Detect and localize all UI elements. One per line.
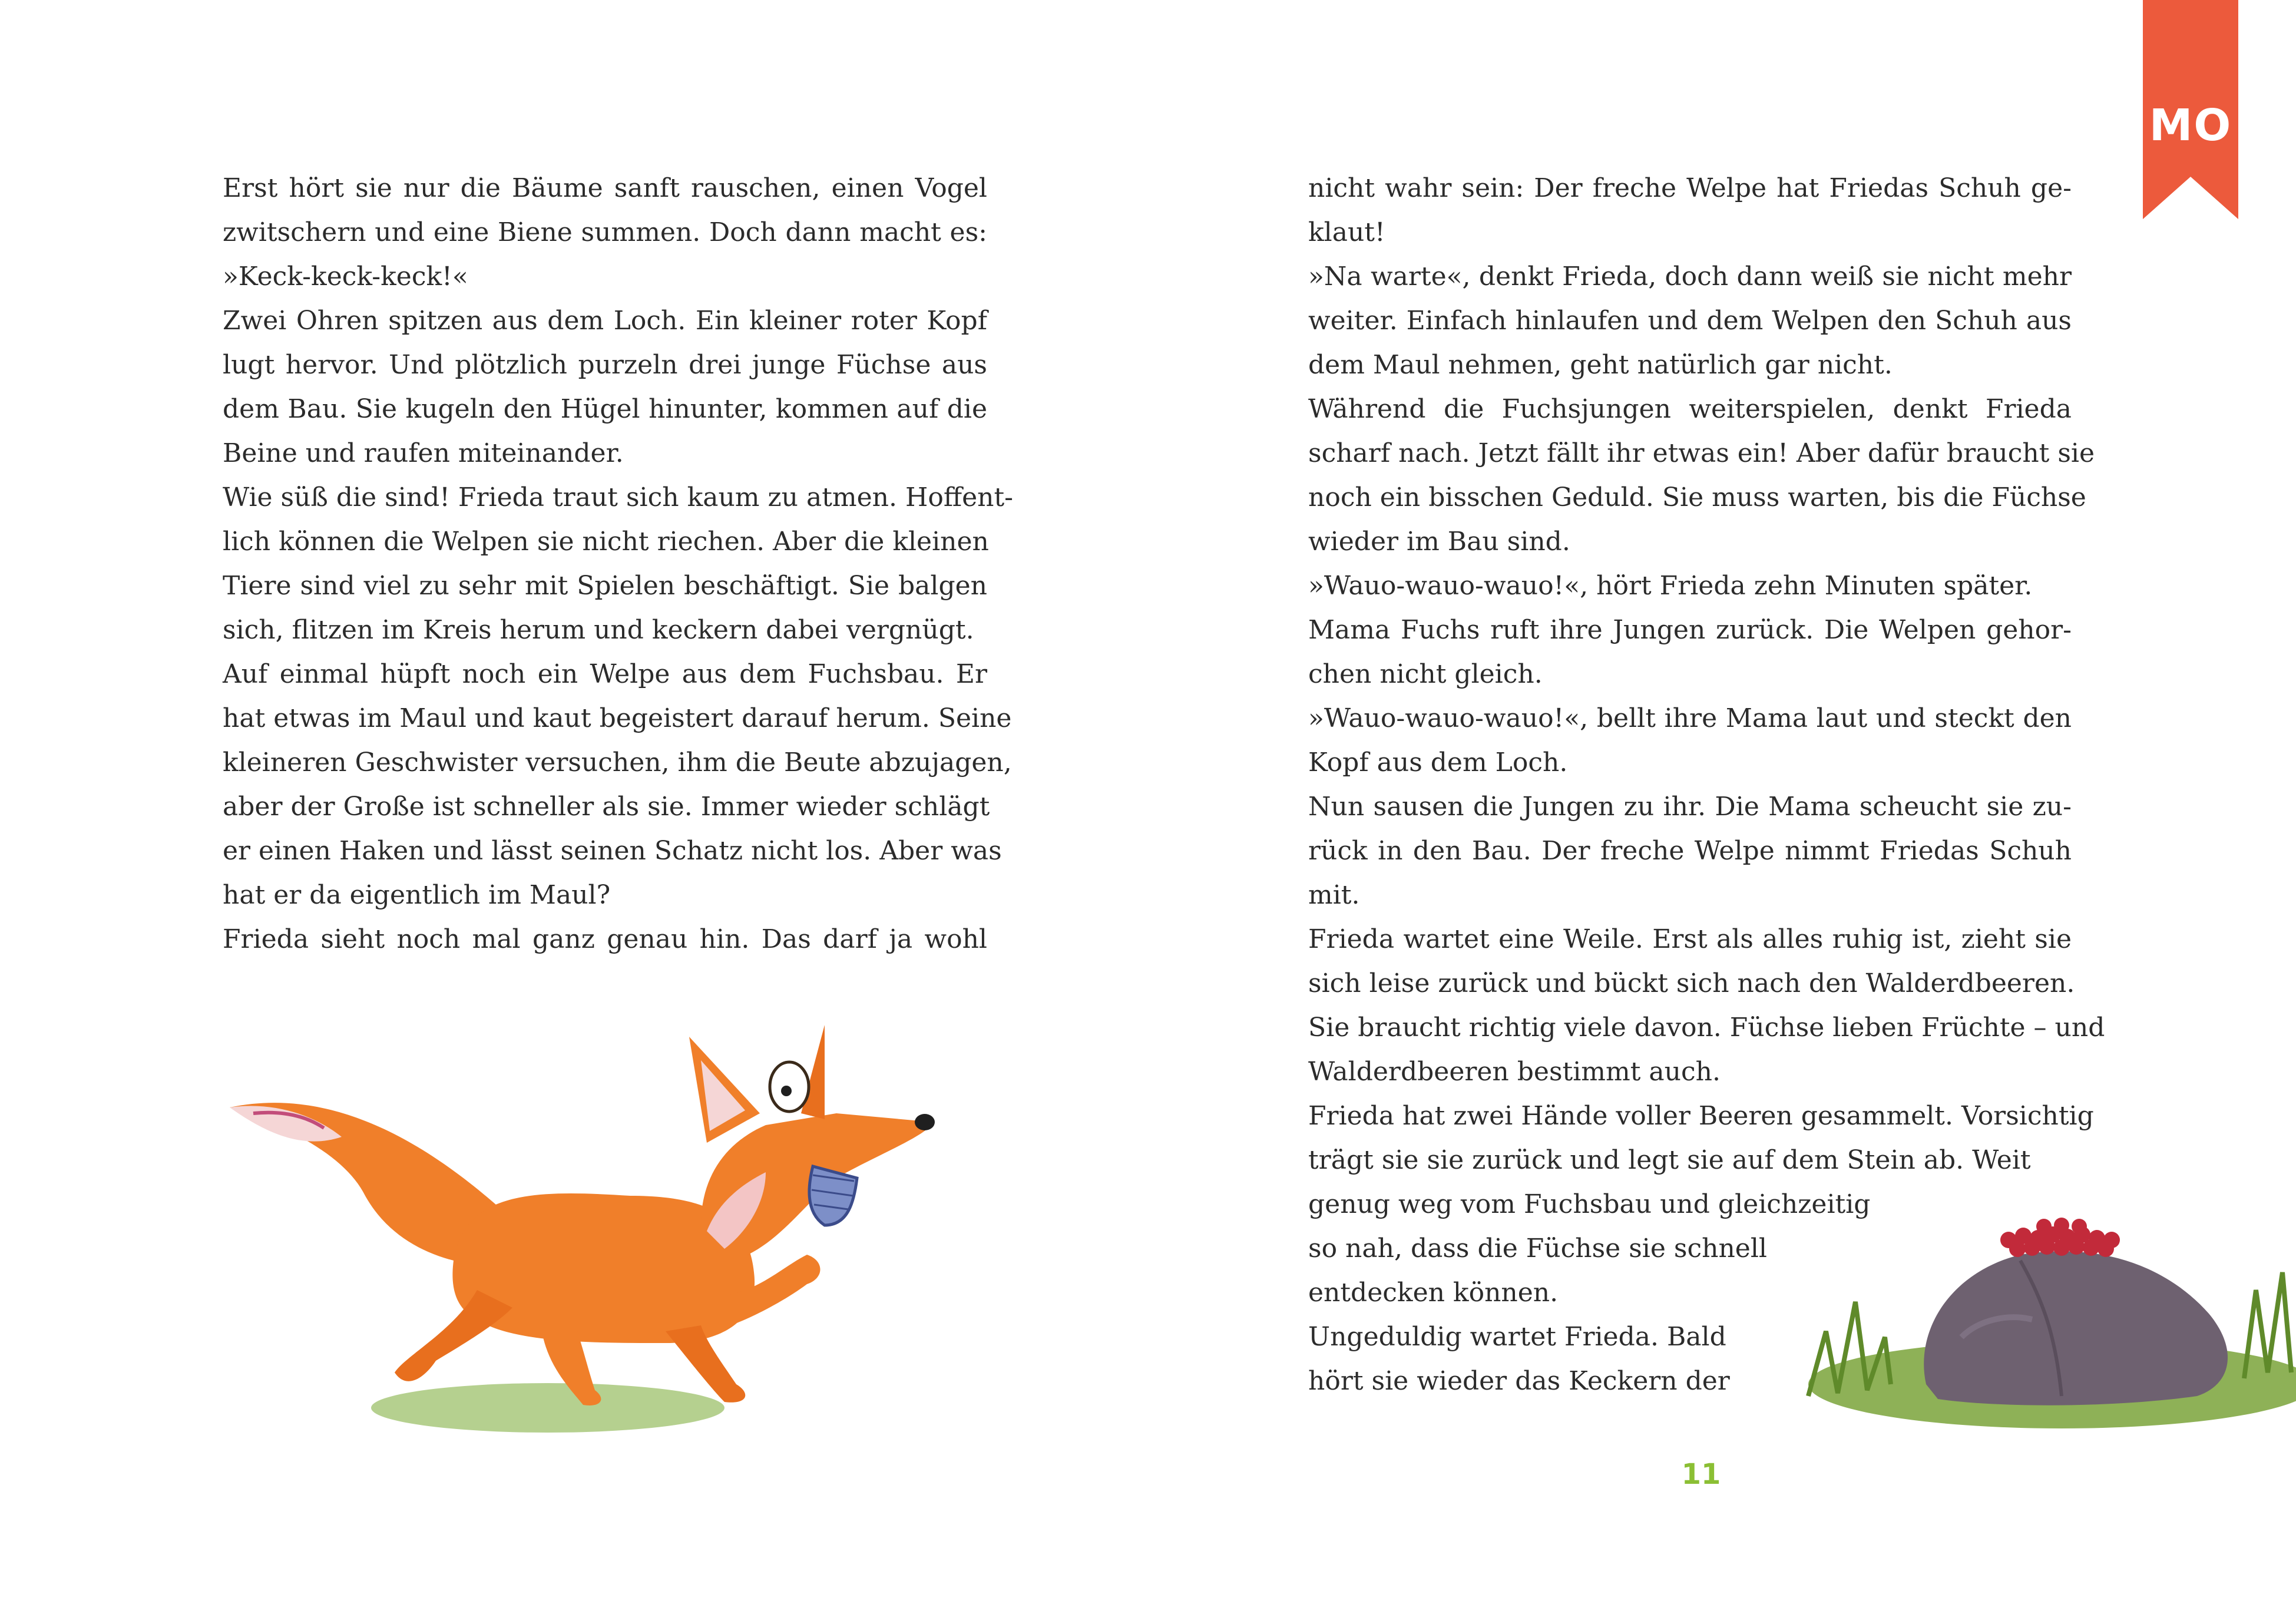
text-line: dem Bau. Sie kugeln den Hügel hinunter, kommen auf die xyxy=(223,394,987,424)
text-line: Während die Fuchsjungen weiterspielen, denkt Frieda xyxy=(1308,394,2072,424)
text-line: scharf nach. Jetzt fällt ihr etwas ein! Aber dafür braucht sie xyxy=(1308,438,2095,468)
text-line: so nah, dass die Füchse sie schnell xyxy=(1308,1233,1767,1264)
text-line: Erst hört sie nur die Bäume sanft rauschen, einen Vogel xyxy=(223,173,987,203)
text-line: hat etwas im Maul und kaut begeistert darauf herum. Seine xyxy=(223,703,1012,733)
text-line: Ungeduldig wartet Frieda. Bald xyxy=(1308,1322,1726,1352)
bookmark-label: MO xyxy=(2149,100,2232,151)
text-line: Beine und raufen miteinander. xyxy=(223,438,624,468)
text-line: Frieda hat zwei Hände voller Beeren gesammelt. Vorsichtig xyxy=(1308,1101,2094,1131)
text-line: nicht wahr sein: Der freche Welpe hat Friedas Schuh ge- xyxy=(1308,173,2072,203)
text-line: sich, flitzen im Kreis herum und keckern dabei vergnügt. xyxy=(223,615,974,645)
rock-with-berries-illustration xyxy=(1785,1184,2296,1443)
text-line: weiter. Einfach hinlaufen und dem Welpen den Schuh aus xyxy=(1308,306,2072,336)
text-line: mit. xyxy=(1308,880,1360,910)
text-line: genug weg vom Fuchsbau und gleichzeitig xyxy=(1308,1189,1871,1219)
text-line: noch ein bisschen Geduld. Sie muss warten, bis die Füchse xyxy=(1308,482,2086,512)
text-line: Tiere sind viel zu sehr mit Spielen beschäftigt. Sie balgen xyxy=(223,571,987,601)
text-line: klaut! xyxy=(1308,217,1385,247)
page-number: 11 xyxy=(1681,1458,1721,1491)
text-line: Sie braucht richtig viele davon. Füchse lieben Früchte – und xyxy=(1308,1013,2105,1043)
text-line: Zwei Ohren spitzen aus dem Loch. Ein kleiner roter Kopf xyxy=(223,306,987,336)
text-line: chen nicht gleich. xyxy=(1308,659,1543,689)
text-line: wieder im Bau sind. xyxy=(1308,527,1570,557)
text-line: hat er da eigentlich im Maul? xyxy=(223,880,611,910)
text-line: Kopf aus dem Loch. xyxy=(1308,748,1568,778)
text-line: hört sie wieder das Keckern der xyxy=(1308,1366,1730,1396)
text-line: sich leise zurück und bückt sich nach den Walderdbeeren. xyxy=(1308,968,2075,998)
text-line: Auf einmal hüpft noch ein Welpe aus dem Fuchsbau. Er xyxy=(223,659,987,689)
text-line: »Wauo-wauo-wauo!«, hört Frieda zehn Minuten später. xyxy=(1308,571,2033,601)
text-line: »Wauo-wauo-wauo!«, bellt ihre Mama laut und steckt den xyxy=(1308,703,2072,733)
text-line: Mama Fuchs ruft ihre Jungen zurück. Die Welpen gehor- xyxy=(1308,615,2072,645)
text-line: lugt hervor. Und plötzlich purzeln drei junge Füchse aus xyxy=(223,350,987,380)
text-line: Frieda sieht noch mal ganz genau hin. Das darf ja wohl xyxy=(223,924,987,954)
text-line: Frieda wartet eine Weile. Erst als alles ruhig ist, zieht sie xyxy=(1308,924,2072,954)
text-line: »Na warte«, denkt Frieda, doch dann weiß sie nicht mehr xyxy=(1308,262,2072,292)
text-line: er einen Haken und lässt seinen Schatz nicht los. Aber was xyxy=(223,836,1002,866)
left-text-column xyxy=(223,166,1014,961)
text-line: lich können die Welpen sie nicht riechen. Aber die kleinen xyxy=(223,527,989,557)
text-line: aber der Große ist schneller als sie. Immer wieder schlägt xyxy=(223,792,990,822)
text-line: Wie süß die sind! Frieda traut sich kaum zu atmen. Hoffent- xyxy=(223,482,1014,512)
text-line: dem Maul nehmen, geht natürlich gar nicht. xyxy=(1308,350,1893,380)
text-line: zwitschern und eine Biene summen. Doch dann macht es: xyxy=(223,217,987,247)
day-bookmark xyxy=(2143,0,2238,219)
text-line: »Keck-keck-keck!« xyxy=(223,262,468,292)
fox-with-shoe-illustration xyxy=(218,1013,942,1437)
text-line: rück in den Bau. Der freche Welpe nimmt Friedas Schuh xyxy=(1308,836,2072,866)
text-line: entdecken können. xyxy=(1308,1278,1559,1308)
text-line: trägt sie sie zurück und legt sie auf dem Stein ab. Weit xyxy=(1308,1145,2031,1175)
text-line: Walderdbeeren bestimmt auch. xyxy=(1308,1057,1721,1087)
text-line: Nun sausen die Jungen zu ihr. Die Mama scheucht sie zu- xyxy=(1308,792,2072,822)
text-line: kleineren Geschwister versuchen, ihm die Beute abzujagen, xyxy=(223,748,1012,778)
